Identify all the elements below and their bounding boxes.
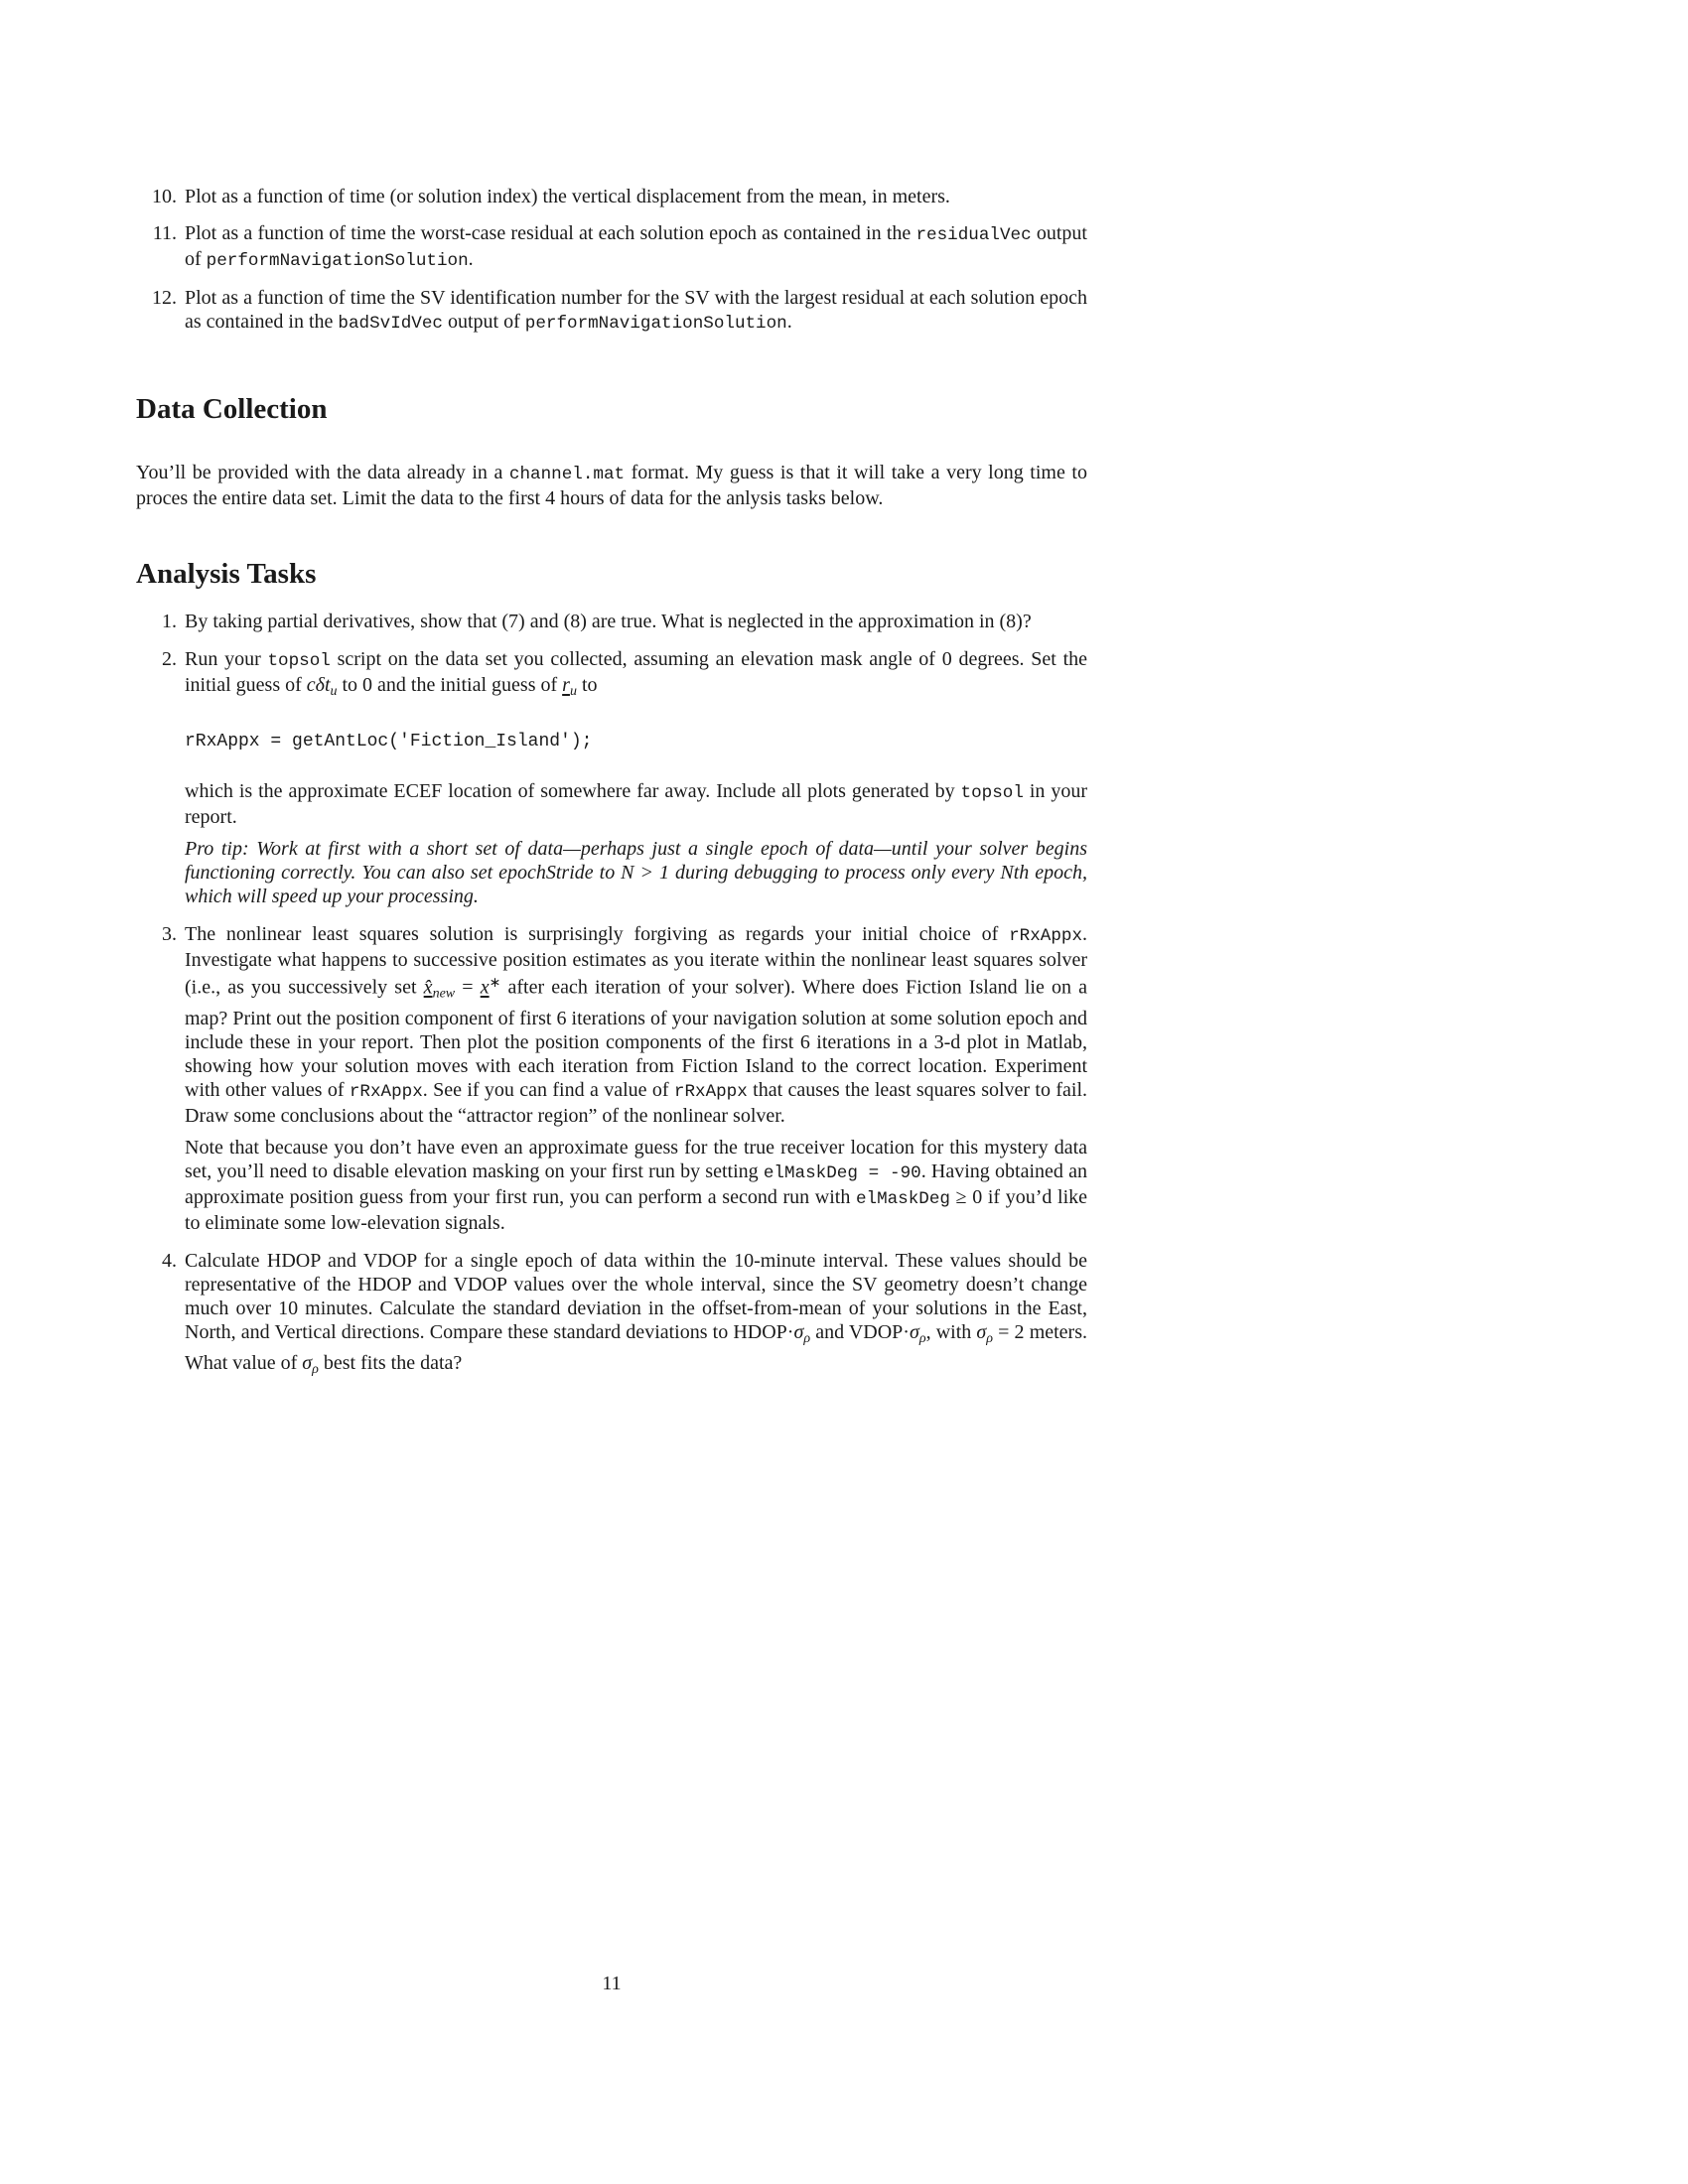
list-item	[136, 922, 1087, 1234]
item-body	[185, 1249, 1087, 1382]
text-run: and VDOP·	[810, 1320, 910, 1343]
item-number: 10.	[152, 186, 177, 207]
data-collection-paragraph	[136, 461, 1087, 510]
text-run: x̂	[423, 976, 433, 999]
text-run: By taking partial derivatives, show that (7) and (8) are true. What is neglected in the approximation in (8)?	[185, 611, 1032, 632]
section-title-analysis-tasks: Analysis Tasks	[136, 558, 317, 590]
text-run: output of	[185, 222, 1087, 270]
text-run: Plot as a function of time the SV identification number for the SV with the largest residual at each solution epoch as contained in the	[185, 287, 1087, 333]
text-run: output of	[443, 311, 525, 333]
item-body	[185, 610, 1087, 633]
text-run: Plot as a function of time the worst-case residual at each solution epoch as contained in the	[185, 222, 916, 244]
text-run: x	[480, 976, 490, 999]
text-run: topsol	[960, 783, 1024, 804]
text-run: rRxAppx = getAntLoc('Fiction_Island');	[185, 732, 593, 752]
text-run: .	[468, 248, 474, 270]
text-run: performNavigationSolution	[206, 251, 469, 271]
text-run: ρ	[986, 1330, 994, 1346]
text-run: badSvIdVec	[338, 314, 443, 334]
text-run: format. My guess is that it will take a very long time to proces the entire data set. Limit the data to the first 4 hours of data for the anlysis tasks below.	[136, 462, 1087, 509]
text-run: , with	[925, 1320, 977, 1343]
text-run: σ	[976, 1320, 987, 1343]
text-run: . See if you can find a value of	[422, 1078, 674, 1101]
text-run: You’ll be provided with the data already in a	[136, 462, 509, 483]
text-run: r	[562, 674, 570, 696]
text-run: ∗	[489, 976, 501, 992]
text-run: that causes the least squares solver to fail. Draw some conclusions about the “attractor region” of the nonlinear solver.	[185, 1078, 1087, 1127]
text-run: . Investigate what happens to successive position estimates as you iterate within the nonlinear least squares solver (i.e., as you successively set	[185, 923, 1087, 999]
paragraph	[185, 779, 1087, 829]
paragraph	[185, 610, 1087, 633]
item-text	[185, 221, 1087, 273]
text-run: u	[569, 684, 577, 700]
item-number: 4.	[162, 1249, 177, 1272]
code-line	[185, 730, 1087, 753]
text-run: u	[330, 684, 338, 700]
text-run: new	[432, 986, 456, 1002]
text-run: Run your	[185, 648, 268, 670]
text-run: to 0 and the initial guess of	[337, 674, 563, 696]
text-run: =	[455, 976, 481, 999]
note-paragraph	[185, 1136, 1087, 1235]
text-run: channel.mat	[508, 465, 626, 484]
page-content	[136, 185, 1087, 1382]
text-run: ρ	[803, 1330, 811, 1346]
item-number: 3.	[162, 923, 177, 946]
text-run: σ	[909, 1320, 919, 1343]
text-run: to	[576, 674, 598, 696]
list-item	[136, 1249, 1087, 1382]
text-run: cδt	[306, 674, 331, 696]
text-run: elMaskDeg = -90	[763, 1162, 921, 1183]
text-run: rRxAppx	[1009, 926, 1082, 947]
text-run: = 2 meters. What value of	[185, 1320, 1088, 1374]
paragraph	[185, 647, 1087, 704]
item-number: 12.	[152, 287, 177, 309]
text-run: rRxAppx	[673, 1081, 748, 1102]
text-run: performNavigationSolution	[524, 314, 787, 334]
item-body	[185, 647, 1087, 908]
text-run: in your report.	[185, 780, 1087, 829]
text-run: which is the approximate ECEF location of somewhere far away. Include all plots generated by	[185, 780, 961, 803]
pro-tip-paragraph	[185, 837, 1087, 908]
plot-tasks-list	[136, 185, 1087, 336]
text-run: The nonlinear least squares solution is surprisingly forgiving as regards your initial choice of	[185, 923, 1010, 946]
item-text	[185, 286, 1087, 336]
text-run: Pro tip: Work at first with a short set of data—perhaps just a single epoch of data—until your solver begins functioning correctly. You can also set epochStride to N > 1 during debugging to process only every Nth epoch, which will speed up your processing.	[185, 838, 1087, 908]
section-title-data-collection: Data Collection	[136, 393, 328, 425]
list-item	[136, 221, 1087, 273]
text-run: σ	[302, 1351, 313, 1374]
text-run: Calculate HDOP and VDOP for a single epoch of data within the 10-minute interval. These values should be representative of the HDOP and VDOP values over the whole interval, since the SV geometry doesn’t change much over 10 minutes. Calculate the standard deviation in the offset-from-mean of your solutions in the East, North, and Vertical directions. Compare these standard deviations to HDOP·	[185, 1249, 1087, 1343]
list-item	[136, 185, 1087, 208]
text-run: ρ	[312, 1362, 319, 1378]
list-item	[136, 286, 1087, 336]
item-number: 11.	[152, 222, 177, 244]
text-run: rRxAppx	[349, 1081, 423, 1102]
item-number: 2.	[162, 648, 177, 670]
paragraph	[185, 922, 1087, 1127]
text-run: Plot as a function of time (or solution index) the vertical displacement from the mean, in meters.	[185, 186, 950, 207]
text-run: best fits the data?	[318, 1351, 463, 1374]
analysis-tasks-list	[136, 610, 1087, 1382]
text-run: after each iteration of your solver). Where does Fiction Island lie on a map? Print out the position component of first 6 iterations of your navigation solution at some solution epoch and include these in your report. Then plot the position components of the first 6 iterations in a 3-d plot in Matlab, showing how your solution moves with each iteration from Fiction Island to the correct location. Experiment with other values of	[185, 976, 1087, 1101]
text-run: Note that because you don’t have even an approximate guess for the true receiver location for this mystery data set, you’ll need to disable elevation masking on your first run by setting	[185, 1136, 1087, 1182]
text-run: σ	[793, 1320, 804, 1343]
text-run: script on the data set you collected, assuming an elevation mask angle of 0 degrees. Set the initial guess of	[185, 648, 1087, 696]
page-number: 11	[602, 1973, 622, 1994]
text-run: topsol	[267, 651, 331, 671]
list-item	[136, 647, 1087, 908]
paragraph	[185, 1249, 1087, 1382]
text-run: ρ	[918, 1330, 926, 1346]
text-run: ≥ 0 if you’d like to eliminate some low-elevation signals.	[185, 1185, 1087, 1234]
text-run: elMaskDeg	[855, 1188, 950, 1209]
list-item	[136, 610, 1087, 633]
item-number: 1.	[162, 611, 177, 632]
item-body	[185, 922, 1087, 1234]
text-run: . Having obtained an approximate position guess from your first run, you can perform a second run with	[185, 1160, 1087, 1208]
item-text	[185, 185, 1087, 208]
text-run: .	[786, 311, 792, 333]
text-run: residualVec	[915, 225, 1032, 245]
